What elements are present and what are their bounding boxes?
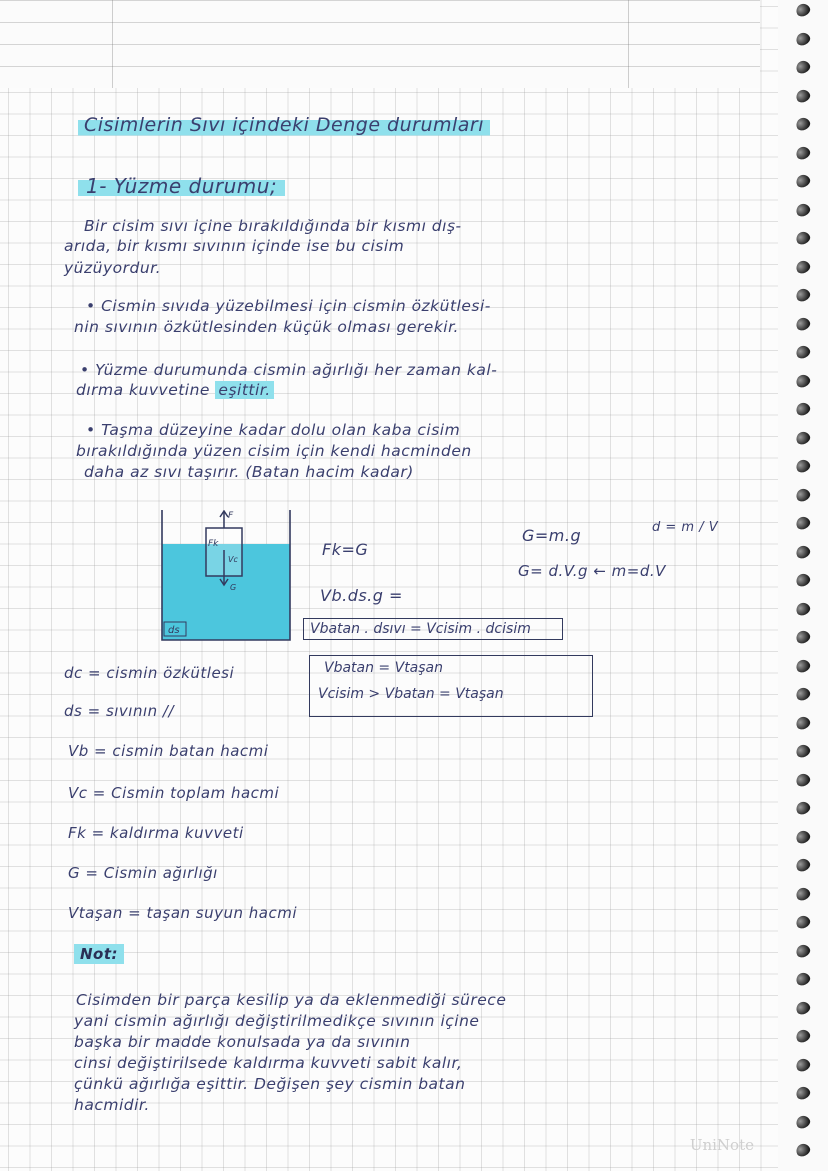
spiral-ring bbox=[794, 30, 812, 47]
spiral-ring bbox=[794, 1085, 812, 1102]
spiral-ring bbox=[794, 572, 812, 589]
spiral-ring bbox=[794, 144, 812, 161]
bullet2-highlight: eşittir. bbox=[215, 381, 273, 399]
spiral-ring bbox=[794, 429, 812, 446]
bullet3-line-1: • Taşma düzeyine kadar dolu olan kaba cisim bbox=[86, 421, 461, 439]
legend-g: G = Cismin ağırlığı bbox=[68, 864, 218, 882]
spiral-ring bbox=[794, 1028, 812, 1045]
spiral-ring bbox=[794, 629, 812, 646]
intro-line-1: Bir cisim sıvı içine bırakıldığında bir kısmı dış- bbox=[84, 217, 462, 235]
vc-label: Vc bbox=[228, 555, 238, 564]
diagram-svg bbox=[160, 510, 292, 642]
legend-dc: dc = cismin özkütlesi bbox=[64, 664, 235, 682]
legend-vtasan: Vtaşan = taşan suyun hacmi bbox=[68, 904, 298, 922]
spiral-ring bbox=[794, 486, 812, 503]
force-label: F bbox=[228, 511, 234, 521]
fk-label: Fk bbox=[208, 539, 219, 549]
spiral-ring bbox=[794, 885, 812, 902]
watermark-logo: UniNote bbox=[689, 1136, 754, 1154]
spiral-ring bbox=[794, 59, 812, 76]
spiral-ring bbox=[794, 543, 812, 560]
spiral-ring bbox=[794, 800, 812, 817]
note-line-6: hacmidir. bbox=[74, 1096, 150, 1114]
spiral-ring bbox=[794, 828, 812, 845]
spiral-ring bbox=[794, 600, 812, 617]
spiral-binding bbox=[778, 0, 828, 1171]
note-line-1: Cisimden bir parça kesilip ya da eklenmediği sürece bbox=[76, 991, 507, 1009]
spiral-ring bbox=[794, 714, 812, 731]
legend-vc: Vc = Cismin toplam hacmi bbox=[68, 784, 280, 802]
margin-line bbox=[112, 0, 113, 88]
spiral-ring bbox=[794, 201, 812, 218]
legend-vb: Vb = cismin batan hacmi bbox=[68, 742, 269, 760]
spiral-ring bbox=[794, 2, 812, 19]
spiral-ring bbox=[794, 458, 812, 475]
floating-object-diagram bbox=[160, 510, 292, 642]
eq-fk-g: Fk=G bbox=[322, 540, 369, 559]
spiral-ring bbox=[794, 87, 812, 104]
eq-g-mg: G=m.g bbox=[522, 526, 582, 545]
intro-line-2: arıda, bir kısmı sıvının içinde ise bu cisim bbox=[64, 237, 405, 255]
note-label: Not: bbox=[74, 944, 124, 964]
eq-density-note: d = m / V bbox=[652, 520, 719, 535]
spiral-ring bbox=[794, 971, 812, 988]
g-label: G bbox=[230, 583, 237, 592]
bullet2-line-2 bbox=[76, 380, 274, 400]
note-line-2: yani cismin ağırlığı değiştirilmedikçe sıvının içine bbox=[74, 1012, 480, 1030]
spiral-ring bbox=[794, 1113, 812, 1130]
bullet1-line-2: nin sıvının özkütlesinden küçük olması gerekir. bbox=[74, 318, 459, 336]
page-header-lines bbox=[0, 0, 760, 88]
spiral-ring bbox=[794, 230, 812, 247]
spiral-ring bbox=[794, 857, 812, 874]
spiral-ring bbox=[794, 999, 812, 1016]
spiral-ring bbox=[794, 401, 812, 418]
bullet2-text: dırma kuvvetine bbox=[76, 381, 210, 399]
spiral-ring bbox=[794, 1056, 812, 1073]
note-line-3: başka bir madde konulsada ya da sıvının bbox=[74, 1033, 411, 1051]
spiral-ring bbox=[794, 116, 812, 133]
legend-fk: Fk = kaldırma kuvveti bbox=[68, 824, 244, 842]
eq-vb-ds-g: Vb.ds.g = bbox=[320, 586, 403, 605]
bullet2-line-1: • Yüzme durumunda cismin ağırlığı her zaman kal- bbox=[80, 361, 498, 379]
page-title: Cisimlerin Sıvı içindeki Denge durumları bbox=[78, 112, 490, 138]
bullet1-line-1: • Cismin sıvıda yüzebilmesi için cismin özkütlesi- bbox=[86, 297, 491, 315]
spiral-ring bbox=[794, 258, 812, 275]
equation-box-2 bbox=[309, 655, 593, 717]
spiral-ring bbox=[794, 914, 812, 931]
spiral-ring bbox=[794, 287, 812, 304]
spiral-ring bbox=[794, 1142, 812, 1159]
eq-g-dvg: G= d.V.g ← m=d.V bbox=[518, 562, 666, 580]
spiral-ring bbox=[794, 942, 812, 959]
spiral-ring bbox=[794, 344, 812, 361]
equation-box-1: Vbatan . dsıvı = Vcisim . dcisim bbox=[303, 618, 563, 640]
margin-line bbox=[628, 0, 629, 88]
spiral-ring bbox=[794, 315, 812, 332]
spiral-ring bbox=[794, 515, 812, 532]
spiral-ring bbox=[794, 686, 812, 703]
note-line-4: cinsi değiştirilsede kaldırma kuvveti sabit kalır, bbox=[74, 1054, 463, 1072]
spiral-ring bbox=[794, 771, 812, 788]
legend-ds: ds = sıvının // bbox=[64, 702, 175, 720]
box2-line-2: Vcisim > Vbatan = Vtaşan bbox=[318, 686, 504, 702]
bullet3-line-2: bırakıldığında yüzen cisim için kendi hacminden bbox=[76, 442, 472, 460]
spiral-ring bbox=[794, 657, 812, 674]
spiral-ring bbox=[794, 173, 812, 190]
intro-line-3: yüzüyordur. bbox=[64, 259, 162, 277]
spiral-ring bbox=[794, 372, 812, 389]
bullet3-line-3: daha az sıvı taşırır. (Batan hacim kadar) bbox=[84, 463, 414, 481]
box2-line-1: Vbatan = Vtaşan bbox=[324, 660, 444, 676]
note-line-5: çünkü ağırlığa eşittir. Değişen şey cismin batan bbox=[74, 1075, 466, 1093]
spiral-ring bbox=[794, 743, 812, 760]
liquid-label: ds bbox=[168, 625, 180, 636]
section-heading: 1- Yüzme durumu; bbox=[78, 174, 285, 198]
